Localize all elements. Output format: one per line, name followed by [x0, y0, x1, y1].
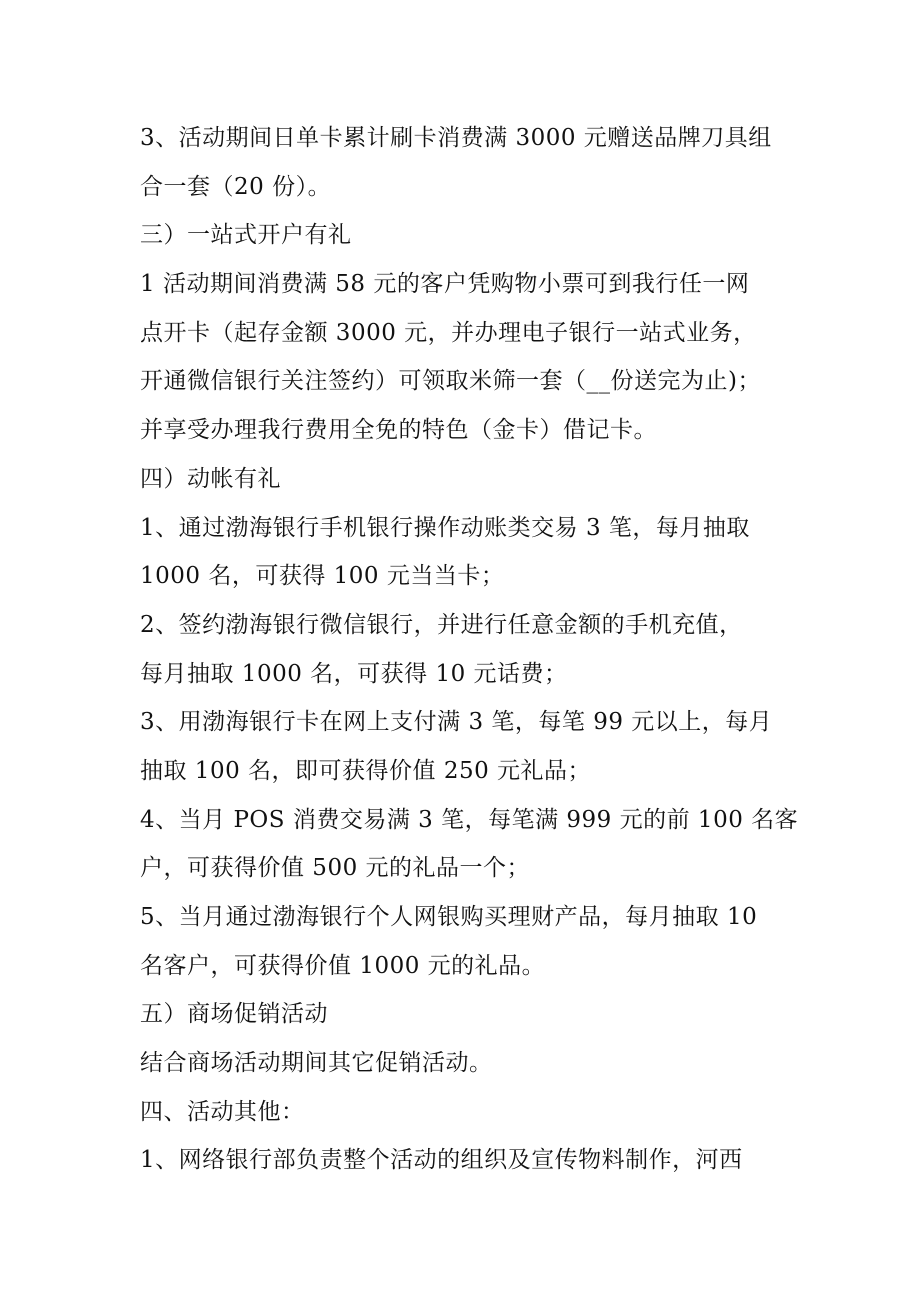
text-line: 3、活动期间日单卡累计刷卡消费满 3000 元赠送品牌刀具组 — [140, 125, 772, 151]
text-line: 合一套（20 份）。 — [140, 173, 332, 200]
text-line: 结合商场活动期间其它促销活动。 — [140, 1050, 493, 1077]
text-line: 3、用渤海银行卡在网上支付满 3 笔，每笔 99 元以上，每月 — [140, 709, 773, 736]
section-heading: 四、活动其他： — [140, 1098, 305, 1125]
text-line: 1、网络银行部负责整个活动的组织及宣传物料制作，河西 — [140, 1147, 743, 1174]
text-line: 5、当月通过渤海银行个人网银购买理财产品，每月抽取 10 — [140, 904, 758, 930]
text-line: 抽取 100 名，即可获得价值 250 元礼品； — [140, 757, 592, 784]
text-line: 点开卡（起存金额 3000 元，并办理电子银行一站式业务， — [140, 319, 757, 346]
text-line: 并享受办理我行费用全免的特色（金卡）借记卡。 — [140, 417, 657, 444]
document-body — [140, 114, 799, 1185]
section-heading: 三）一站式开户有礼 — [140, 222, 352, 249]
text-line: 4、当月 POS 消费交易满 3 笔，每笔满 999 元的前 100 名客 — [140, 806, 799, 833]
text-line: 每月抽取 1000 名，可获得 10 元话费； — [140, 660, 568, 687]
text-line: 户，可获得价值 500 元的礼品一个； — [140, 855, 531, 882]
text-line: 开通微信银行关注签约）可领取米筛一套（__份送完为止)； — [140, 368, 761, 395]
text-line: 2、签约渤海银行微信银行，并进行任意金额的手机充值， — [140, 611, 743, 638]
text-line: 名客户，可获得价值 1000 元的礼品。 — [140, 952, 546, 979]
section-heading: 五）商场促销活动 — [140, 1001, 328, 1028]
text-line: 1000 名，可获得 100 元当当卡； — [140, 563, 505, 590]
section-heading: 四）动帐有礼 — [140, 465, 281, 492]
text-line: 1、通过渤海银行手机银行操作动账类交易 3 笔，每月抽取 — [140, 514, 750, 541]
text-line: 1 活动期间消费满 58 元的客户凭购物小票可到我行任一网 — [140, 271, 750, 298]
